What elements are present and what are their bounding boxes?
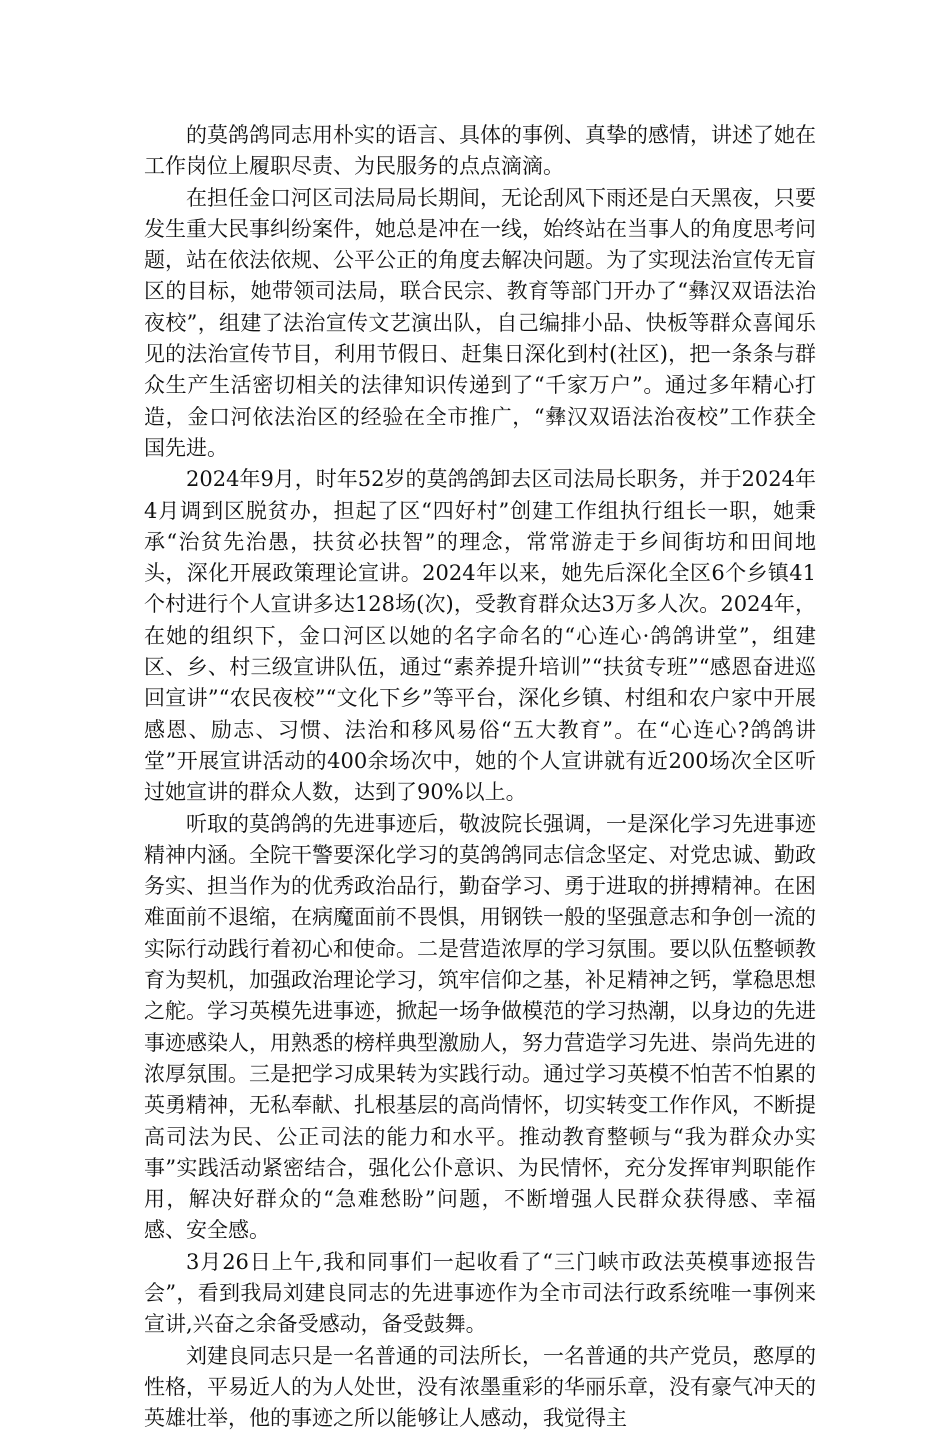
paragraph-5: 3月26日上午,我和同事们一起收看了“三门峡市政法英模事迹报告会”，看到我局刘建良同志的先进事迹作为全市司法行政系统唯一事例来宣讲,兴奋之余备受感动，备受鼓舞。 [144,1249,816,1337]
paragraph-3: 2024年9月，时年52岁的莫鸽鸽卸去区司法局长职务，并于2024年4月调到区脱贫办，担起了区“四好村”创建工作组执行组长一职，她秉承“治贫先治愚，扶贫必扶智”的理念，常常游走于乡间街坊和田间地头，深化开展政策理论宣讲。2024年以来，她先后深化全区6个乡镇41个村进行个人宣讲多达128场(次)，受教育群众达3万多人次。2024年，在她的组织下，金口河区以她的名字命名的“心连心·鸽鸽讲堂”，组建区、乡、村三级宣讲队伍，通过“素养提升培训”“扶贫专班”“感恩奋进巡回宣讲”“农民夜校”“文化下乡”等平台，深化乡镇、村组和农户家中开展感恩、励志、习惯、法治和移风易俗“五大教育”。在“心连心?鸽鸽讲堂”开展宣讲活动的400余场次中，她的个人宣讲就有近200场次全区听过她宣讲的群众人数，达到了90%以上。 [144,467,816,805]
document-page [144,120,816,1434]
paragraph-1: 的莫鸽鸽同志用朴实的语言、具体的事例、真挚的感情，讲述了她在工作岗位上履职尽责、为民服务的点点滴滴。 [144,123,816,179]
paragraph-2: 在担任金口河区司法局局长期间，无论刮风下雨还是白天黑夜，只要发生重大民事纠纷案件，她总是冲在一线，始终站在当事人的角度思考问题，站在依法依规、公平公正的角度去解决问题。为了实现法治宣传无盲区的目标，她带领司法局，联合民宗、教育等部门开办了“彝汉双语法治夜校”，组建了法治宣传文艺演出队，自己编排小品、快板等群众喜闻乐见的法治宣传节目，利用节假日、赶集日深化到村(社区)，把一条条与群众生产生活密切相关的法律知识传递到了“千家万户”。通过多年精心打造，金口河依法治区的经验在全市推广，“彝汉双语法治夜校”工作获全国先进。 [144,185,816,460]
paragraph-4: 听取的莫鸽鸽的先进事迹后，敬波院长强调，一是深化学习先进事迹精神内涵。全院干警要深化学习的莫鸽鸽同志信念坚定、对党忠诚、勤政务实、担当作为的优秀政治品行，勤奋学习、勇于进取的拼搏精神。在困难面前不退缩，在病魔面前不畏惧，用钢铁一般的坚强意志和争创一流的实际行动践行着初心和使命。二是营造浓厚的学习氛围。要以队伍整顿教育为契机，加强政治理论学习，筑牢信仰之基，补足精神之钙，掌稳思想之舵。学习英模先进事迹，掀起一场争做模范的学习热潮，以身边的先进事迹感染人，用熟悉的榜样典型激励人，努力营造学习先进、崇尚先进的浓厚氛围。三是把学习成果转为实践行动。通过学习英模不怕苦不怕累的英勇精神，无私奉献、扎根基层的高尚情怀，切实转变工作作风，不断提高司法为民、公正司法的能力和水平。推动教育整顿与“我为群众办实事”实践活动紧密结合，强化公仆意识、为民情怀，充分发挥审判职能作用，解决好群众的“急难愁盼”问题，不断增强人民群众获得感、幸福感、安全感。 [144,811,816,1243]
paragraph-6: 刘建良同志只是一名普通的司法所长，一名普通的共产党员，憨厚的性格，平易近人的为人处世，没有浓墨重彩的华丽乐章，没有豪气冲天的英雄壮举，他的事迹之所以能够让人感动，我觉得主 [144,1343,816,1431]
